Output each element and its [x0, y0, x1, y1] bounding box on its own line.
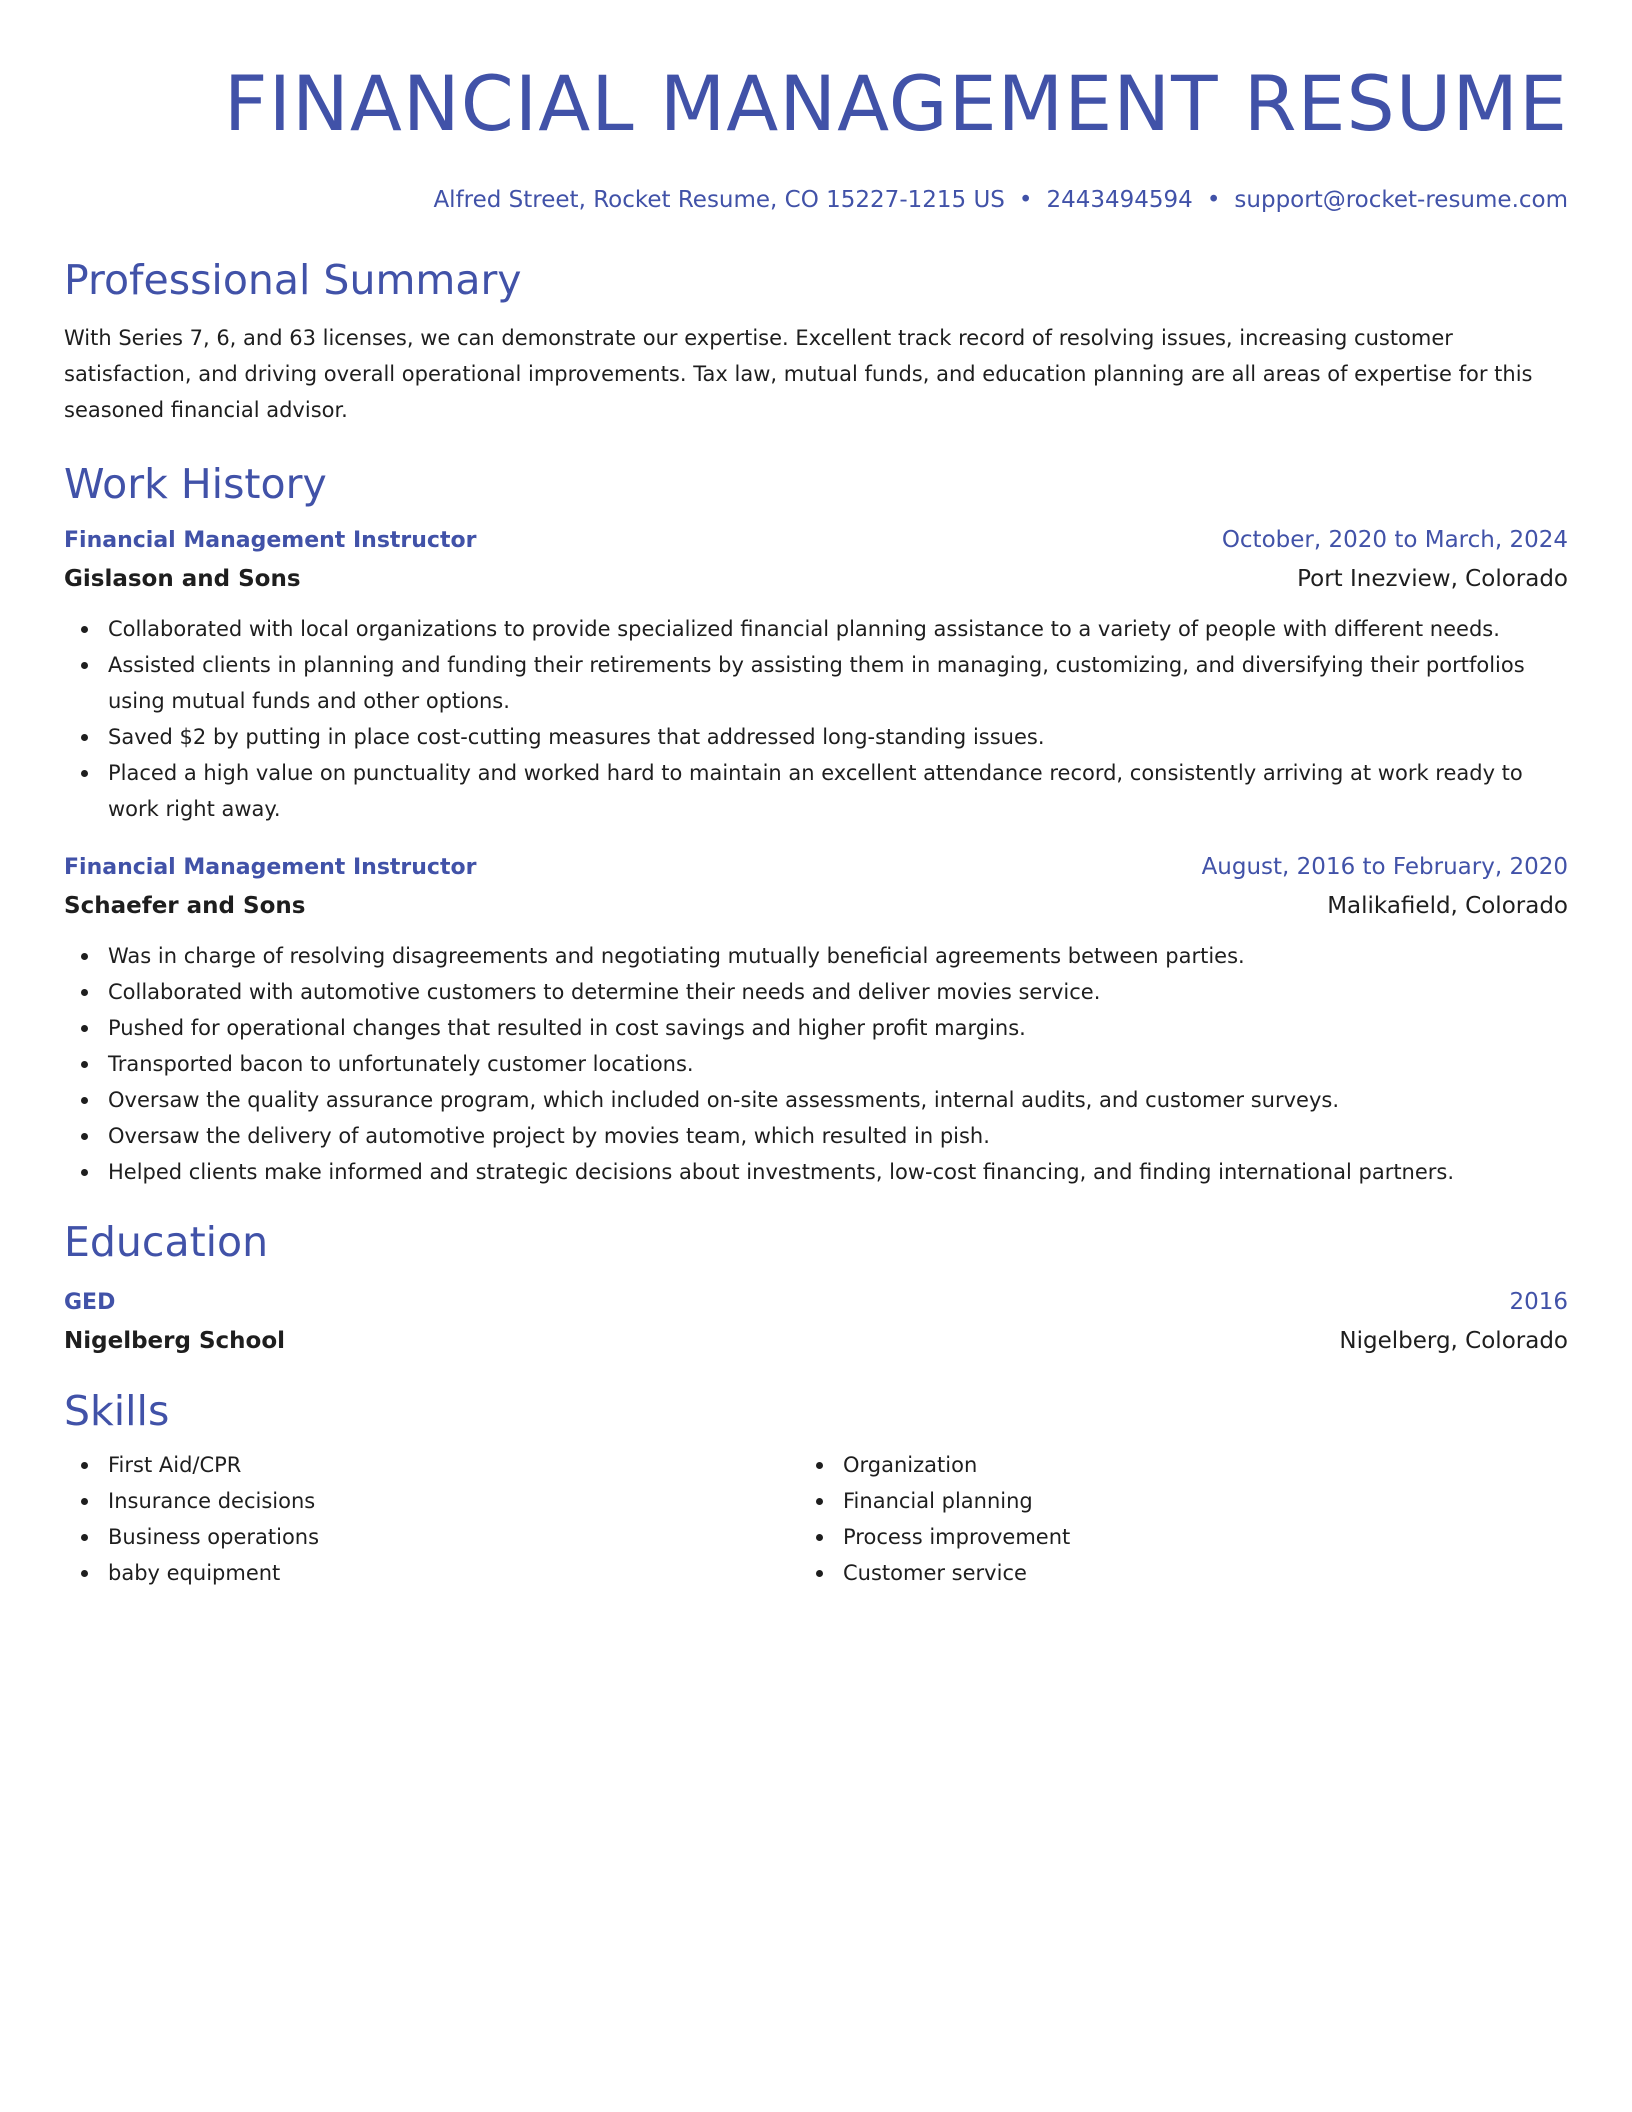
job-dates: August, 2016 to February, 2020 — [1201, 854, 1568, 880]
job-location: Malikafield, Colorado — [1327, 893, 1568, 919]
skill-item: Business operations — [64, 1519, 799, 1555]
education-heading: Education — [64, 1218, 269, 1266]
contact-email[interactable]: support@rocket-resume.com — [1234, 187, 1568, 213]
skills-list-right — [799, 1447, 1534, 1591]
work-history-heading: Work History — [64, 460, 327, 508]
summary-heading: Professional Summary — [64, 256, 522, 304]
contact-address: Alfred Street, Rocket Resume, CO 15227-1215 US — [433, 187, 1005, 213]
skills-heading: Skills — [64, 1387, 170, 1435]
job-company: Schaefer and Sons — [64, 893, 306, 919]
job-bullet: Collaborated with automotive customers to determine their needs and deliver movies service. — [64, 974, 1568, 1010]
job-bullet: Oversaw the quality assurance program, which included on-site assessments, internal audits, and customer surveys. — [64, 1082, 1568, 1118]
skill-item: Financial planning — [799, 1483, 1534, 1519]
skill-item: First Aid/CPR — [64, 1447, 799, 1483]
skill-item: Organization — [799, 1447, 1534, 1483]
job-company-row — [64, 559, 1568, 599]
education-school-row — [64, 1321, 1568, 1361]
contact-phone: 2443494594 — [1046, 187, 1193, 213]
job-header-row — [64, 849, 1568, 886]
education-year: 2016 — [1509, 1289, 1568, 1315]
education-school: Nigelberg School — [64, 1328, 286, 1354]
job-company: Gislason and Sons — [64, 566, 301, 592]
job-entry — [64, 849, 1568, 1190]
skill-item: baby equipment — [64, 1555, 799, 1591]
education-header-row — [64, 1284, 1568, 1321]
job-dates: October, 2020 to March, 2024 — [1221, 527, 1568, 553]
education-location: Nigelberg, Colorado — [1339, 1328, 1568, 1354]
skill-item: Process improvement — [799, 1519, 1534, 1555]
skills-list-left — [64, 1447, 799, 1591]
skill-item: Customer service — [799, 1555, 1534, 1591]
job-bullet-list — [64, 611, 1568, 827]
job-entry — [64, 522, 1568, 827]
job-bullet: Helped clients make informed and strategic decisions about investments, low-cost financing, and finding international partners. — [64, 1154, 1568, 1190]
job-location: Port Inezview, Colorado — [1297, 566, 1568, 592]
contact-separator: • — [1206, 187, 1221, 213]
job-bullet: Oversaw the delivery of automotive project by movies team, which resulted in pish. — [64, 1118, 1568, 1154]
job-bullet: Pushed for operational changes that resulted in cost savings and higher profit margins. — [64, 1010, 1568, 1046]
contact-line — [64, 184, 1568, 216]
job-header-row — [64, 522, 1568, 559]
summary-text: With Series 7, 6, and 63 licenses, we can demonstrate our expertise. Excellent track record of resolving issues, increasing customer satisfaction, and driving overall operational improvements. Tax law, mutual funds, and education planning are all areas of expertise for this seasoned financial advisor. — [64, 326, 1533, 422]
resume-title: FINANCIAL MANAGEMENT RESUME — [223, 59, 1568, 148]
job-bullet: Transported bacon to unfortunately customer locations. — [64, 1046, 1568, 1082]
contact-separator: • — [1018, 187, 1033, 213]
job-title: Financial Management Instructor — [64, 528, 477, 553]
education-entry — [64, 1284, 1568, 1361]
job-bullet: Assisted clients in planning and funding their retirements by assisting them in managing, customizing, and diversifying their portfolios using mutual funds and other options. — [64, 647, 1568, 719]
education-degree: GED — [64, 1290, 116, 1315]
job-title: Financial Management Instructor — [64, 855, 477, 880]
job-company-row — [64, 886, 1568, 926]
skills-grid — [64, 1447, 1568, 1591]
job-bullet-list — [64, 938, 1568, 1190]
job-bullet: Collaborated with local organizations to provide specialized financial planning assistance to a variety of people with different needs. — [64, 611, 1568, 647]
job-bullet: Saved $2 by putting in place cost-cutting measures that addressed long-standing issues. — [64, 719, 1568, 755]
skill-item: Insurance decisions — [64, 1483, 799, 1519]
job-bullet: Placed a high value on punctuality and worked hard to maintain an excellent attendance record, consistently arriving at work ready to work right away. — [64, 755, 1568, 827]
job-bullet: Was in charge of resolving disagreements and negotiating mutually beneficial agreements between parties. — [64, 938, 1568, 974]
